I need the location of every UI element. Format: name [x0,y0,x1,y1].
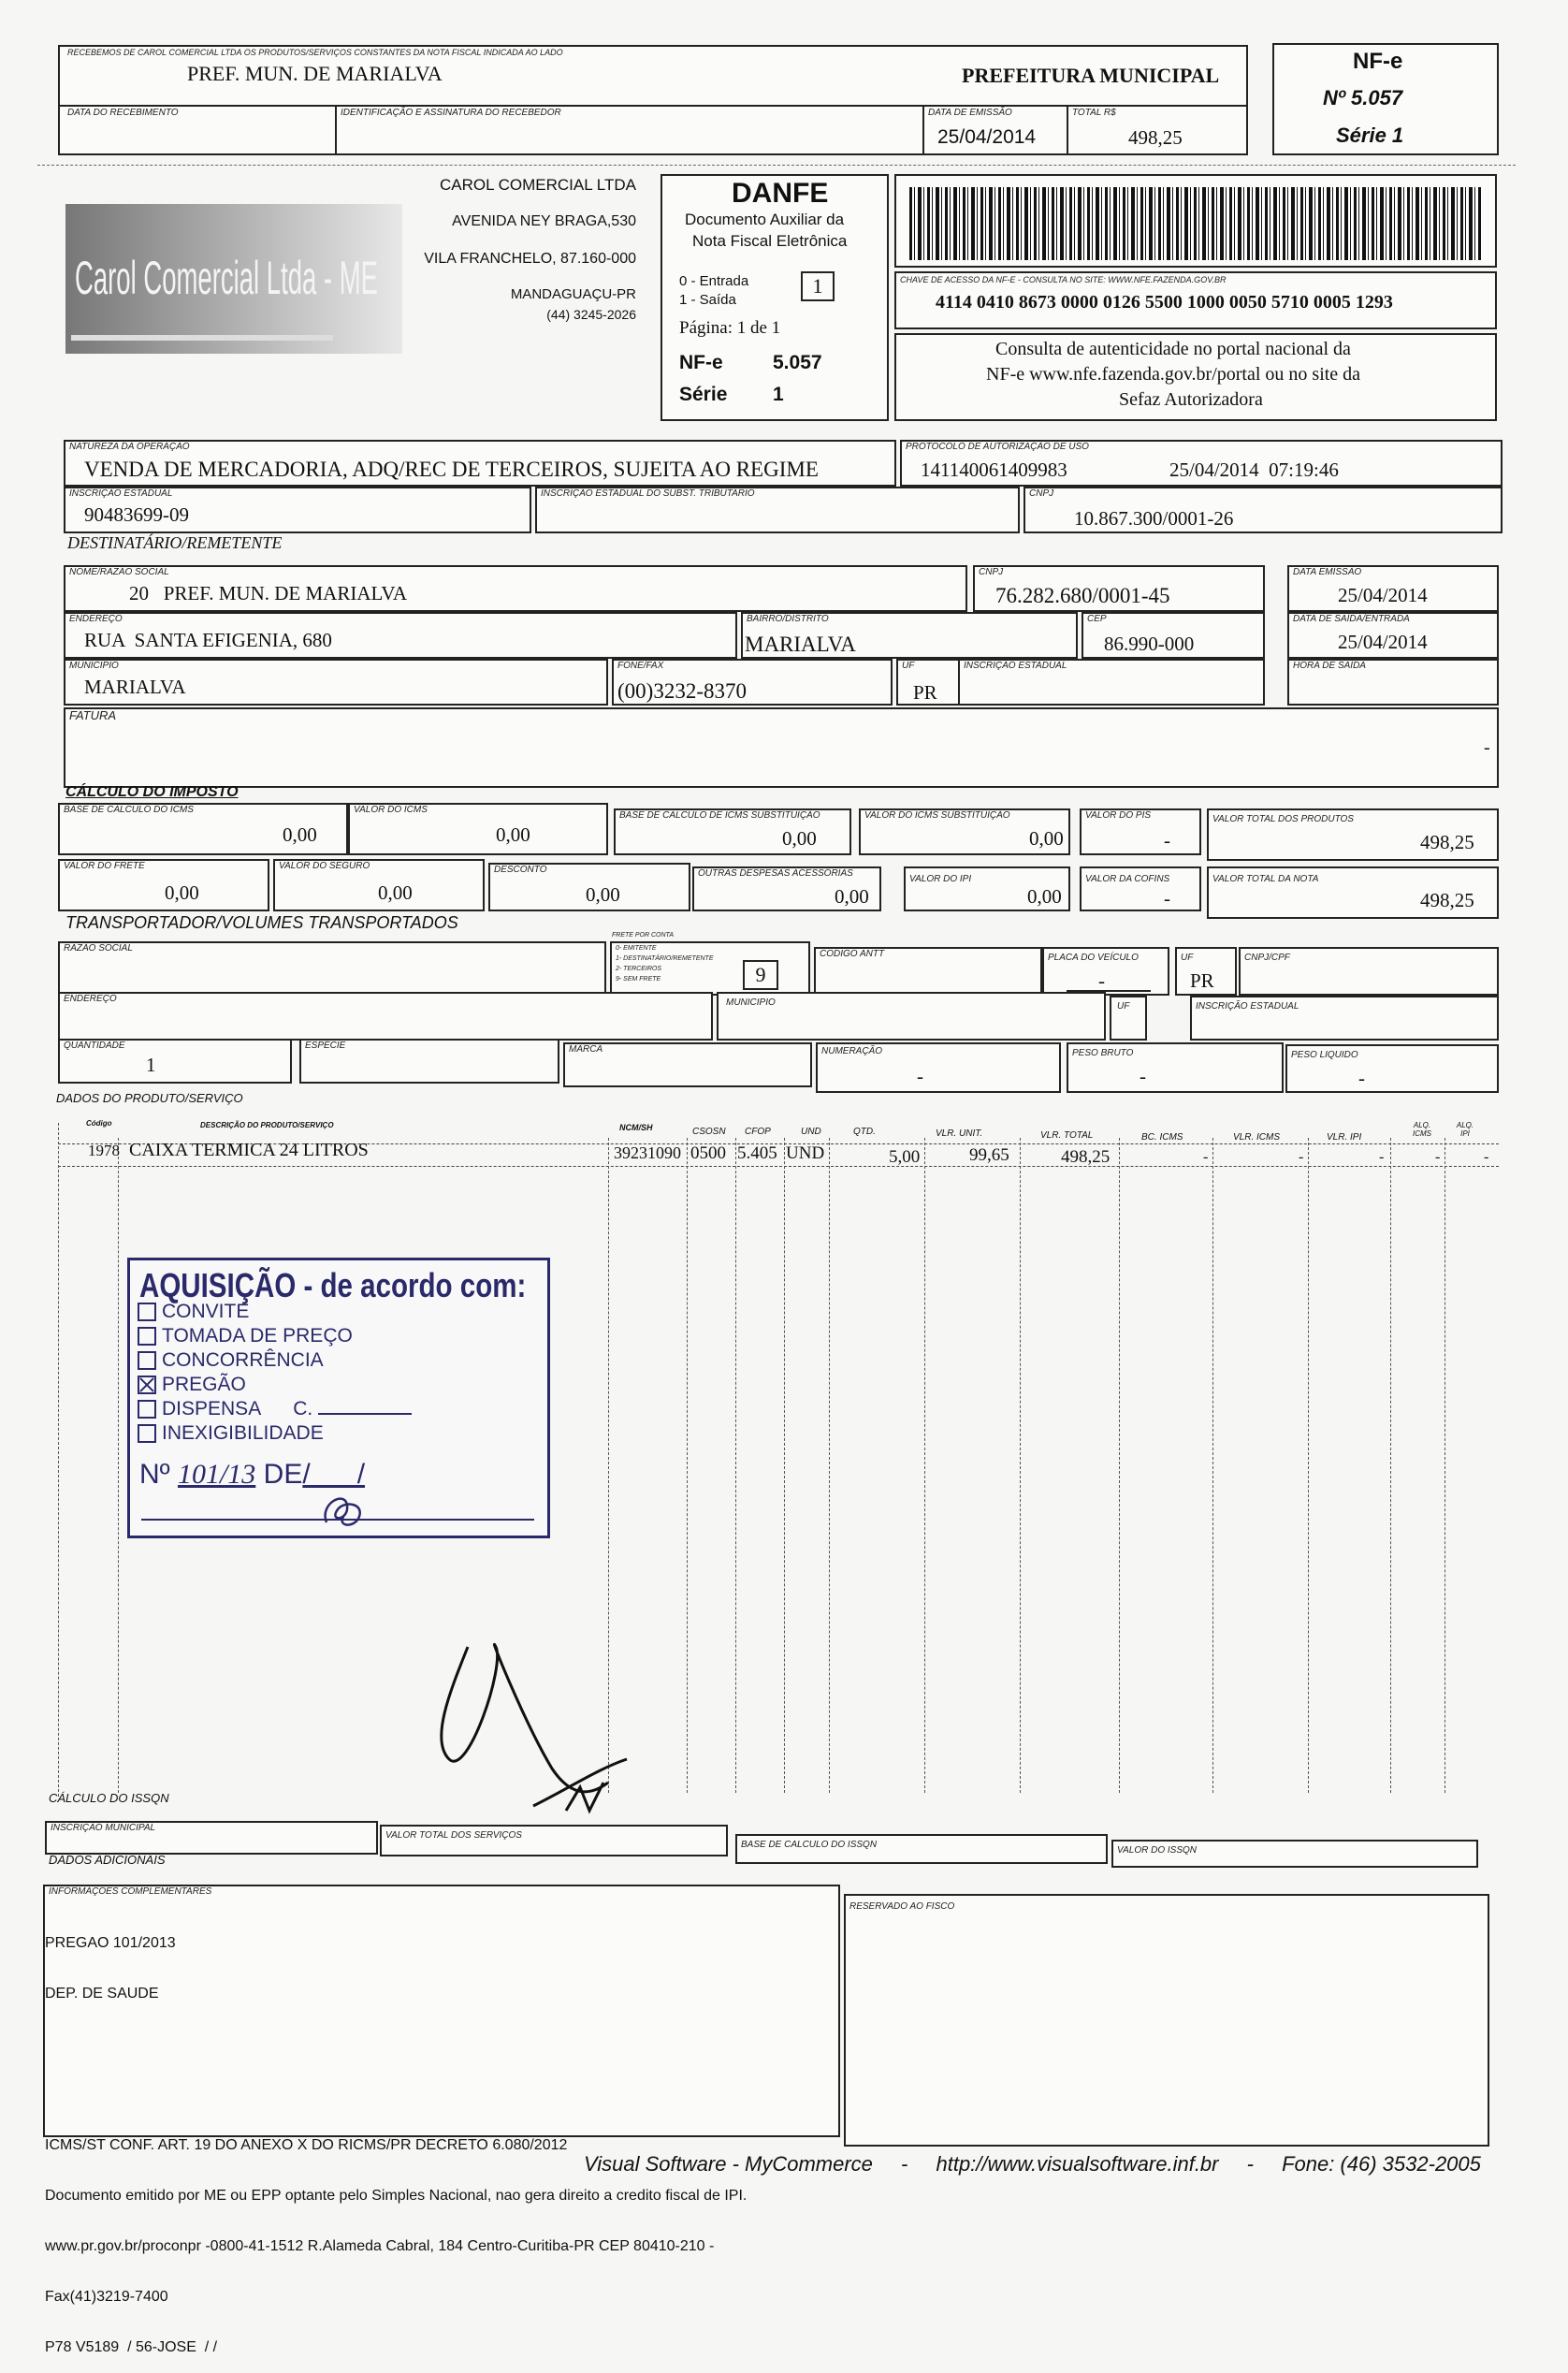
divider [922,105,924,155]
ipi-value: 0,00 [1027,885,1062,908]
ie-value: 90483699-09 [84,503,189,526]
carrier-uf-label: UF [1181,953,1194,963]
table-row-line [58,1166,1499,1167]
invoice-label: FATURA [69,708,117,722]
recipient-phone-label: FONE/FAX [617,661,664,671]
stamp-option-convite [138,1300,412,1324]
col-divider [1020,1138,1021,1793]
freight-label: VALOR DO FRETE [64,861,145,871]
consult-line1: Consulta de autenticidade no portal nacional da [995,339,1351,359]
carrier-uf2-label: UF [1117,1001,1130,1012]
consult-line2: NF-e www.nfe.fazenda.gov.br/portal ou no site da [986,364,1361,385]
stamp-de-label: DE [263,1459,303,1490]
info-line: Documento emitido por ME ou EPP optante pelo Simples Nacional, nao gera direito a credito fiscal de IPI. [45,2188,748,2204]
footer-separator: - [901,2152,908,2176]
row-ipi: - [1379,1149,1385,1165]
carrier-address-box [58,992,713,1041]
recipient-phone: (00)3232-8370 [617,679,747,703]
col-header-und: UND [801,1127,821,1137]
col-divider [924,1138,925,1793]
carrier-uf-value: PR [1190,969,1214,992]
freight-by-value: 9 [743,960,778,990]
products-total-value: 498,25 [1420,831,1474,853]
emitter-phone: (44) 3245-2026 [546,307,636,322]
footer-software: Visual Software - MyCommerce [584,2152,873,2176]
col-divider [1212,1138,1213,1793]
danfe-nfe-number: 5.057 [773,352,822,373]
row-desc: CAIXA TERMICA 24 LITROS [129,1140,369,1160]
info-line [45,2036,747,2053]
info-line: P78 V5189 / 56-JOSE / / [45,2339,218,2355]
invoice-box [64,707,1499,788]
emitter-address: AVENIDA NEY BRAGA,530 [452,213,636,229]
carrier-cnpj-label: CNPJ/CPF [1244,953,1290,963]
checkbox-icon [138,1400,156,1419]
recipient-section: DESTINATÁRIO/REMETENTE [67,533,283,552]
stamp-signature [317,1485,373,1534]
freight-opt-0: 0- EMITENTE [616,945,657,952]
other-label: OUTRAS DESPESAS ACESSÓRIAS [698,868,853,879]
reserved-label: RESERVADO AO FISCO [849,1901,955,1912]
freight-opt-1: 1- DESTINATÁRIO/REMETENTE [616,955,714,962]
ie-st-label: INSCRIÇÃO ESTADUAL DO SUBST. TRIBUTARIO [541,488,755,499]
recipient-address: RUA SANTA EFIGENIA, 680 [84,629,332,651]
recipient-district-label: BAIRRO/DISTRITO [747,614,829,624]
carrier-ie-label: INSCRIÇÃO ESTADUAL [1196,1001,1299,1012]
stamp-number-value: 101/13 [177,1459,256,1490]
emitter-city: MANDAGUAÇU-PR [510,286,636,302]
numbering-value: - [917,1065,923,1087]
row-bc: - [1203,1149,1209,1165]
stamp-title: AQUISIÇÃO - de acordo com: [139,1266,527,1304]
stamp-option-extra: C. [293,1398,313,1419]
protocol-value: 141140061409983 [921,459,1067,481]
recipient-uf-label: UF [902,661,915,671]
col-divider [735,1138,736,1793]
nfe-series: Série 1 [1336,124,1404,147]
col-header-icms: VLR. ICMS [1233,1132,1281,1143]
row-alq-ipi: - [1484,1149,1489,1165]
logo-bar [71,335,333,341]
col-header-cfop: CFOP [745,1127,771,1137]
col-header-ipi: VLR. IPI [1327,1132,1362,1143]
icms-value: 0,00 [496,823,530,846]
receipt-signature-label: IDENTIFICAÇÃO E ASSINATURA DO RECEBEDOR [341,108,561,118]
col-divider [58,1123,59,1797]
info-label: INFORMAÇÕES COMPLEMENTARES [49,1886,212,1897]
footer-separator: - [1246,2152,1254,2176]
ie-label: INSCRIÇÃO ESTADUAL [69,488,173,499]
transport-section: TRANSPORTADOR/VOLUMES TRANSPORTADOS [65,913,458,932]
cofins-label: VALOR DA COFINS [1085,874,1170,884]
col-divider [1119,1138,1120,1793]
footer-url: http://www.visualsoftware.inf.br [936,2152,1219,2176]
row-alq-icms: - [1435,1149,1441,1165]
invoice-dash: - [1484,737,1490,758]
stamp-option-pregao [138,1373,412,1397]
consult-line3: Sefaz Autorizadora [1119,389,1263,410]
net-label: PESO LIQUIDO [1291,1050,1358,1060]
icms-label: VALOR DO ICMS [354,805,428,815]
nature-label: NATUREZA DA OPERAÇÃO [69,442,190,452]
qty-value: 1 [146,1054,156,1076]
blank-line [318,1413,412,1415]
pis-label: VALOR DO PIS [1085,810,1152,821]
freight-value: 0,00 [165,881,199,904]
divider [58,105,1248,107]
protocol-label: PROTOCOLO DE AUTORIZAÇÃO DE USO [906,442,1089,452]
recipient-city: MARIALVA [84,676,186,698]
col-header-total: VLR. TOTAL [1040,1130,1094,1141]
protocol-datetime: 25/04/2014 07:19:46 [1169,459,1339,481]
recipient-exit-label: DATA DE SAÍDA/ENTRADA [1293,614,1410,624]
antt-label: CODIGO ANTT [820,949,885,959]
recipient-city-label: MUNICIPIO [69,661,119,671]
products-total-label: VALOR TOTAL DOS PRODUTOS [1212,814,1354,824]
gross-label: PESO BRUTO [1072,1048,1134,1058]
receipt-emission-date: 25/04/2014 [937,126,1037,148]
recipient-name: 20 PREF. MUN. DE MARIALVA [129,582,408,604]
issqn-im-label: INSCRIÇÃO MUNICIPAL [51,1823,156,1833]
col-header-desc: DESCRIÇÃO DO PRODUTO/SERVIÇO [200,1121,334,1129]
other-value: 0,00 [835,885,869,908]
footer-phone: Fone: (46) 3532-2005 [1282,2152,1481,2176]
row-icms: - [1299,1149,1304,1165]
nfe-title: NF-e [1353,49,1403,74]
info-line: www.pr.gov.br/proconpr -0800-41-1512 R.Alameda Cabral, 184 Centro-Curitiba-PR CEP 80410-210 - [45,2238,715,2254]
info-line [45,2087,747,2104]
recipient-name-label: NOME/RAZÃO SOCIAL [69,567,169,577]
freight-opt-9: 9- SEM FRETE [616,976,661,983]
row-qty: 5,00 [889,1147,921,1167]
carrier-name-label: RAZÃO SOCIAL [64,943,133,954]
row-code: 1978 [88,1142,120,1159]
checkbox-icon [138,1303,156,1321]
col-divider [784,1138,785,1793]
brand-label: MARCA [569,1044,603,1055]
col-header-alq-icms: ALQ. ICMS [1413,1121,1431,1138]
carrier-name-box [58,941,606,996]
base-st-value: 0,00 [782,827,817,850]
col-divider [829,1138,830,1793]
danfe-entrada: 0 - Entrada [679,273,749,289]
recipient-emission: 25/04/2014 [1338,584,1428,606]
row-cfop: 5.405 [737,1143,777,1163]
info-lines [45,1901,747,2373]
base-st-label: BASE DE CALCULO DE ICMS SUBSTITUIÇÃO [619,810,820,821]
receipt-total-label: TOTAL R$ [1072,108,1116,118]
issqn-section: CÁLCULO DO ISSQN [49,1791,169,1805]
recipient-uf: PR [913,681,937,704]
insurance-label: VALOR DO SEGURO [279,861,370,871]
emitter-logo-text: Carol Comercial Ltda - ME [75,252,378,304]
checked-checkbox-icon [138,1376,156,1394]
plate-label: PLACA DO VEÍCULO [1048,953,1139,963]
icms-st-value: 0,00 [1029,827,1064,850]
tax-section: CÁLCULO DO IMPOSTO [65,784,239,800]
additional-section: DADOS ADICIONAIS [49,1853,166,1867]
emitter-name: CAROL COMERCIAL LTDA [439,176,636,194]
plate-value: - [1098,969,1105,992]
stamp-option-label: INEXIGIBILIDADE [162,1422,324,1444]
barcode [909,187,1482,260]
numbering-label: NUMERAÇÃO [821,1046,883,1056]
checkbox-icon [138,1424,156,1443]
base-icms-label: BASE DE CÁLCULO DO ICMS [64,805,194,815]
danfe-page: Página: 1 de 1 [679,318,781,338]
stamp-option-concorrencia [138,1348,412,1373]
info-line: DEP. DE SAUDE [45,1986,159,2002]
stamp-option-dispensa [138,1397,412,1421]
divider [335,105,337,155]
col-divider [1390,1138,1391,1793]
pis-value: - [1164,829,1170,852]
species-label: ESPÉCIE [305,1041,346,1051]
receipt-total-value: 498,25 [1128,126,1183,149]
access-key: 4114 0410 8673 0000 0126 5500 1000 0050 5710 0005 1293 [936,292,1393,313]
row-total: 498,25 [1061,1147,1111,1167]
stamp-option-label: CONCORRÊNCIA [162,1349,324,1371]
receipt-issuer: PREFEITURA MUNICIPAL [962,64,1220,87]
row-und: UND [786,1143,825,1163]
cut-line [37,165,1516,166]
emitter-logo [65,204,402,354]
col-header-unit: VLR. UNIT. [936,1128,983,1139]
insurance-value: 0,00 [378,881,413,904]
checkbox-icon [138,1327,156,1346]
stamp-option-label: DISPENSA [162,1398,262,1419]
recipient-ie-label: INSCRIÇÃO ESTADUAL [964,661,1067,671]
col-header-qtd: QTD. [853,1127,876,1137]
note-total-value: 498,25 [1420,889,1474,911]
danfe-subtitle1: Documento Auxiliar da [685,211,845,228]
checkbox-icon [138,1351,156,1370]
icms-st-label: VALOR DO ICMS SUBSTITUIÇÃO [864,810,1010,821]
recipient-cep: 86.990-000 [1104,633,1195,655]
stamp-date-slashes: / / [302,1459,366,1490]
acquisition-stamp [127,1258,550,1538]
note-total-label: VALOR TOTAL DA NOTA [1212,874,1319,884]
row-csosn: 0500 [690,1143,726,1163]
net-value: - [1358,1067,1365,1089]
receipt-date-label: DATA DO RECEBIMENTO [67,108,179,118]
freight-opt-2: 2- TERCEIROS [616,966,662,972]
info-line: Fax(41)3219-7400 [45,2289,168,2305]
ipi-label: VALOR DO IPI [909,874,972,884]
qty-label: QUANTIDADE [64,1041,125,1051]
col-header-code: Código [86,1119,112,1128]
danfe-type-value: 1 [801,271,835,301]
danfe-nfe-label: NF-e [679,352,723,373]
col-divider [118,1138,119,1793]
info-line: PREGAO 101/2013 [45,1935,176,1951]
emitter-district: VILA FRANCHELO, 87.160-000 [424,251,636,267]
stamp-option-label: CONVITE [162,1301,250,1322]
divider [1067,105,1068,155]
col-divider [1308,1138,1309,1793]
base-icms-value: 0,00 [283,823,317,846]
reserved-box [844,1894,1489,2147]
cofins-value: - [1164,887,1170,910]
recipient-district: MARIALVA [745,633,856,656]
danfe-saida: 1 - Saída [679,292,736,308]
nfe-number: Nº 5.057 [1323,86,1403,109]
danfe-title: DANFE [732,178,829,209]
stamp-option-label: PREGÃO [162,1374,246,1395]
stamp-option-inexigibilidade [138,1421,412,1446]
stamp-number-label: Nº [139,1459,170,1490]
carrier-address-label: ENDEREÇO [64,994,117,1004]
gross-value: - [1140,1065,1146,1087]
stamp-option-label: TOMADA DE PREÇO [162,1325,353,1347]
access-key-label: CHAVE DE ACESSO DA NF-E - CONSULTA NO SITE: WWW.NFE.FAZENDA.GOV.BR [900,275,1227,284]
products-section: DADOS DO PRODUTO/SERVIÇO [56,1091,243,1105]
carrier-city-label: MUNICIPIO [726,997,776,1008]
discount-label: DESCONTO [494,865,547,875]
recipient-cnpj: 76.282.680/0001-45 [995,584,1170,607]
col-header-alq-ipi: ALQ. IPI [1456,1121,1474,1138]
recipient-cnpj-label: CNPJ [979,567,1004,577]
recipient-exit: 25/04/2014 [1338,631,1428,653]
discount-value: 0,00 [586,883,620,906]
recipient-emission-label: DATA EMISSÃO [1293,567,1362,577]
cnpj-label: CNPJ [1029,488,1054,499]
cnpj-value: 10.867.300/0001-26 [1074,507,1234,530]
danfe-subtitle2: Nota Fiscal Eletrônica [692,232,848,250]
issqn-base-label: BASE DE CALCULO DO ISSQN [741,1840,878,1850]
freight-by-label: FRETE POR CONTA [612,932,674,939]
col-header-csosn: CSOSN [692,1127,726,1137]
recipient-address-label: ENDEREÇO [69,614,123,624]
col-header-ncm: NCM/SH [619,1123,653,1132]
receipt-text: RECEBEMOS DE CAROL COMERCIAL LTDA OS PRODUTOS/SERVIÇOS CONSTANTES DA NOTA FISCAL INDICADA AO LADO [67,48,563,57]
col-header-bc: BC. ICMS [1141,1132,1183,1143]
row-unit: 99,65 [969,1145,1009,1165]
info-line: ICMS/ST CONF. ART. 19 DO ANEXO X DO RICMS/PR DECRETO 6.080/2012 [45,2137,568,2153]
issqn-value-label: VALOR DO ISSQN [1117,1845,1198,1856]
issqn-services-label: VALOR TOTAL DOS SERVIÇOS [385,1830,522,1841]
recipient-cep-label: CEP [1087,614,1107,624]
receipt-emission-label: DATA DE EMISSÃO [928,108,1012,118]
nature-value: VENDA DE MERCADORIA, ADQ/REC DE TERCEIROS, SUJEITA AO REGIME [84,458,819,481]
danfe-serie-value: 1 [773,384,784,405]
handwritten-signature [393,1609,692,1834]
danfe-serie-label: Série [679,384,728,405]
row-ncm: 39231090 [614,1143,681,1162]
receipt-recipient: PREF. MUN. DE MARIALVA [187,62,443,85]
stamp-option-tomada [138,1324,412,1348]
recipient-hour-label: HORA DE SAÍDA [1293,661,1366,671]
footer [584,2152,1481,2176]
